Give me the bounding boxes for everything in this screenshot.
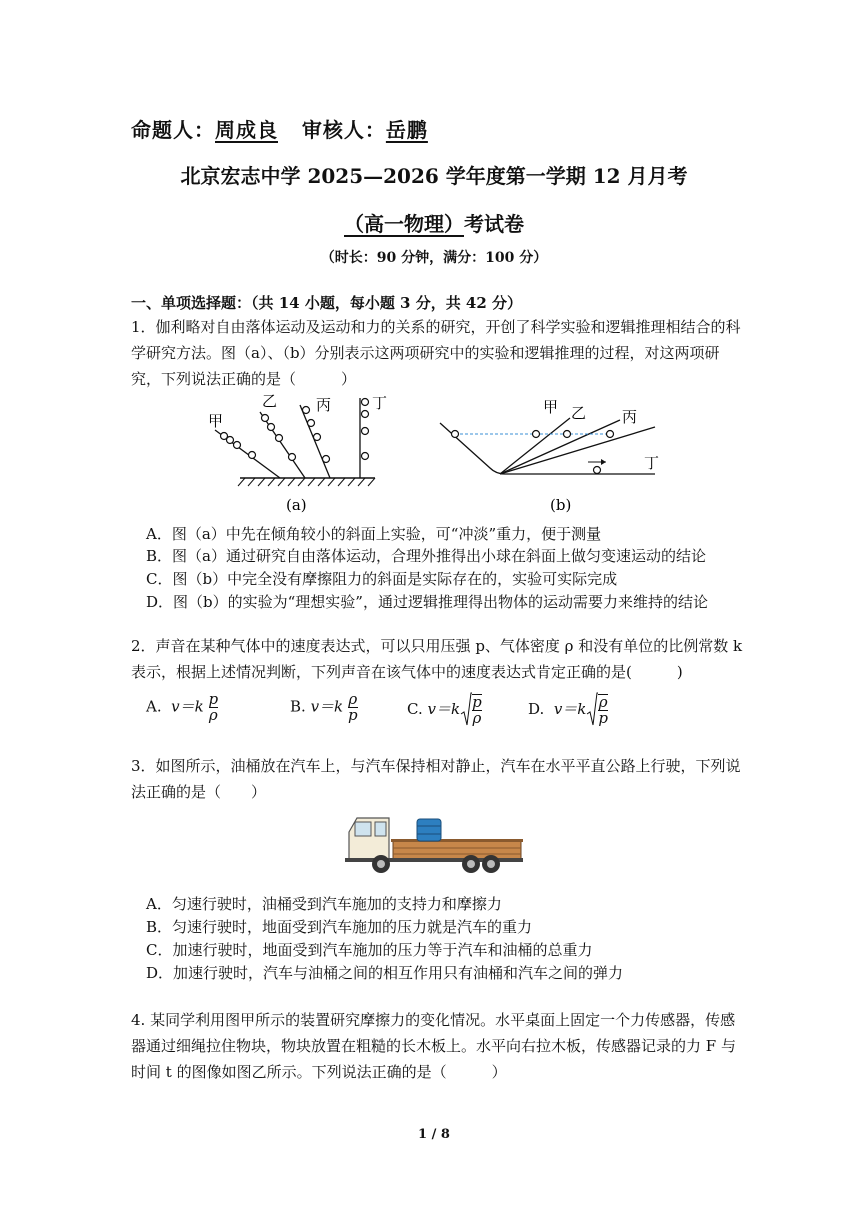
question-2-option-c: C. v＝k $\frac{p}{\rho}$ bbox=[407, 693, 482, 727]
question-1-stem: 1．伽利略对自由落体运动及运动和力的关系的研究，开创了科学实验和逻辑推理相结合的科学研究方法。图（a）、（b）分别表示这两项研究中的实验和逻辑推理的过程，对这两项研究，下列说法正确的是（ ） bbox=[131, 318, 741, 388]
fig-b-label: (b) bbox=[550, 496, 572, 514]
fig-a-label: (a) bbox=[286, 496, 307, 514]
question-3-option-c: C．加速行驶时，地面受到汽车施加的压力等于汽车和油桶的总重力 bbox=[146, 941, 593, 959]
question-3-stem: 3．如图所示，油桶放在汽车上，与汽车保持相对静止，汽车在水平平直公路上行驶，下列说法正确的是（ ） bbox=[131, 757, 741, 801]
reviewer-label: 审核人： bbox=[301, 118, 386, 142]
figure-b-ideal-experiment-diagram bbox=[440, 398, 659, 514]
fraction-rho-over-p: $\frac{\rho}{p}$ bbox=[347, 690, 358, 724]
question-2-option-d: D. v＝k $\frac{\rho}{p}$ bbox=[528, 693, 608, 727]
question-1-option-d: D．图（b）的实验为“理想实验”，通过逻辑推理得出物体的运动需要力来维持的结论 bbox=[146, 593, 708, 611]
question-3-option-a: A．匀速行驶时，油桶受到汽车施加的支持力和摩擦力 bbox=[146, 895, 502, 913]
question-4-stem: 4. 某同学利用图甲所示的装置研究摩擦力的变化情况。水平桌面上固定一个力传感器，传感器通过细绳拉住物块，物块放置在粗糙的长木板上。水平向右拉木板，传感器记录的力 F 与时间 t 的图像如图乙所示。下列说法正确的是（ ） bbox=[131, 1011, 736, 1081]
sqrt-sign-icon bbox=[586, 692, 598, 728]
setter-reviewer-line bbox=[131, 114, 428, 143]
exam-title: 北京宏志中学 2025—2026 学年度第一学期 12 月月考 bbox=[180, 164, 688, 188]
truck-with-oil-drum-figure bbox=[345, 812, 525, 876]
question-2-option-b: B. v＝k $\frac{\rho}{p}$ bbox=[290, 690, 358, 724]
fraction-p-over-rho: $\frac{p}{\rho}$ bbox=[208, 690, 219, 724]
page-number: 1 / 8 bbox=[418, 1127, 450, 1142]
exam-paper-label: 考试卷 bbox=[464, 212, 524, 236]
setter-label: 命题人： bbox=[131, 118, 215, 142]
figure-a-incline-diagram bbox=[208, 392, 387, 514]
section-heading: 一、单项选择题：（共 14 小题，每小题 3 分，共 42 分） bbox=[131, 294, 523, 312]
sqrt-rho-over-p: $\frac{\rho}{p}$ bbox=[598, 693, 608, 727]
fig-a-mark-4: 丁 bbox=[372, 394, 388, 412]
question-1-option-c: C．图（b）中完全没有摩擦阻力的斜面是实际存在的，实验可实际完成 bbox=[146, 570, 618, 588]
exam-subtitle bbox=[0, 208, 868, 237]
question-3-option-d: D．加速行驶时，汽车与油桶之间的相互作用只有油桶和汽车之间的弹力 bbox=[146, 964, 624, 982]
question-1-option-a: A．图（a）中先在倾角较小的斜面上实验，可“冲淡”重力，便于测量 bbox=[146, 525, 602, 543]
exam-meta: （时长：90 分钟，满分：100 分） bbox=[320, 250, 548, 266]
question-2-option-a: A. v＝k $\frac{p}{\rho}$ bbox=[146, 690, 219, 724]
sqrt-sign-icon bbox=[460, 692, 472, 728]
question-1-option-b: B．图（a）通过研究自由落体运动，合理外推得出小球在斜面上做匀变速运动的结论 bbox=[146, 547, 706, 565]
reviewer-name: 岳鹏 bbox=[385, 118, 428, 142]
subject-name: （高一物理） bbox=[344, 212, 464, 236]
question-2-stem: 2．声音在某种气体中的速度表达式，可以只用压强 p、气体密度 ρ 和没有单位的比例常数 k 表示，根据上述情况判断，下列声音在该气体中的速度表达式肯定正确的是( ) bbox=[131, 637, 743, 681]
fig-b-mark-4: 丁 bbox=[644, 454, 660, 472]
fig-b-mark-2: 乙 bbox=[571, 404, 587, 422]
setter-name: 周成良 bbox=[215, 118, 278, 142]
fig-b-mark-1: 甲 bbox=[543, 398, 559, 416]
fig-a-mark-3: 丙 bbox=[316, 396, 332, 414]
question-3-option-b: B．匀速行驶时，地面受到汽车施加的压力就是汽车的重力 bbox=[146, 918, 533, 936]
fig-b-mark-3: 丙 bbox=[622, 408, 638, 426]
question-1-figure bbox=[200, 390, 670, 520]
sqrt-p-over-rho: $\frac{p}{\rho}$ bbox=[472, 693, 482, 727]
fig-a-mark-1: 甲 bbox=[208, 412, 224, 430]
fig-a-mark-2: 乙 bbox=[262, 392, 278, 410]
